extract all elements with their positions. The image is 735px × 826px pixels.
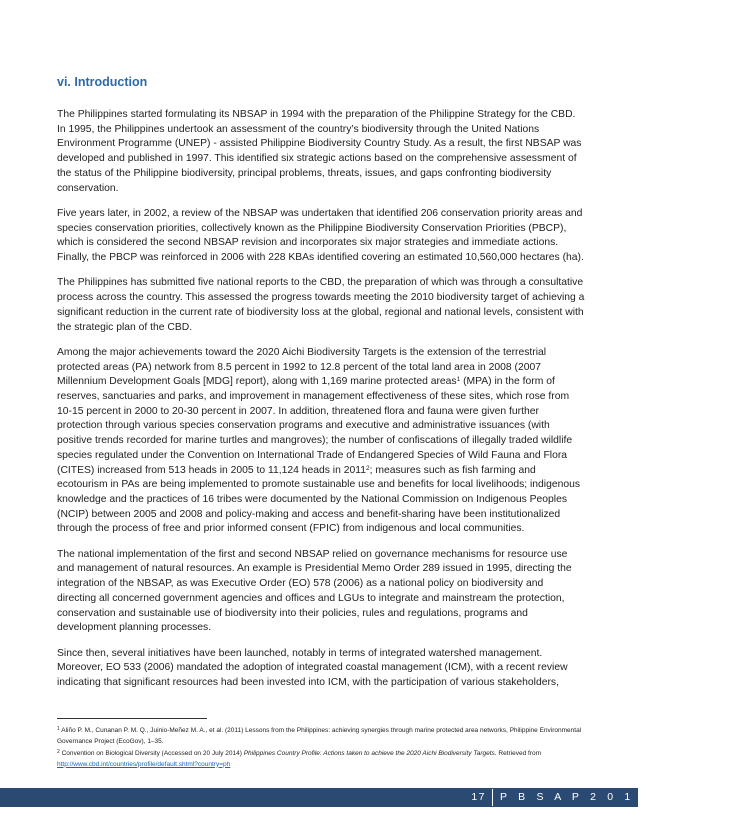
paragraph-achievements	[57, 346, 585, 537]
footnote-ref-1[interactable]: 1	[456, 376, 461, 384]
paragraph-implementation: The national implementation of the first and second NBSAP relied on governance mechanisms for resource use and management of natural resources. An example is Presidential Memo Order 289 issued in 1995, directing the integration of the NBSAP, as was Executive Order (EO) 578 (2006) as a national policy on biodiversity and directing all concerned government agencies and offices and LGUs to integrate and mainstream the protection, conservation and sustainable use of biodiversity into their policies, rules and regulations, programs and development planning processes.	[57, 548, 572, 634]
footnote-1	[57, 726, 602, 747]
footer-bar	[0, 788, 735, 807]
paragraph-history: The Philippines started formulating its NBSAP in 1994 with the preparation of the Philippine Strategy for the CBD. In 1995, the Philippines undertook an assessment of the country’s biodiversity through the United Nations Environment Programme (UNEP) - assisted Philippine Biodiversity Country Study. As a result, the first NBSAP was developed and published in 1997. This identified six strategic actions based on the comprehensive assessment of the status of the Philippine biodiversity, principal problems, threats, issues, and gaps confronting biodiversity conservation.	[57, 109, 582, 194]
footnotes	[57, 726, 602, 772]
paragraph-review: Five years later, in 2002, a review of the NBSAP was undertaken that identified 206 conservation priority areas and species conservation priorities, collectively known as the Philippine Biodiversity Conservation Priorities (PBCP), which is considered the second NBSAP revision and incorporates six major strategies and immediate actions. Finally, the PBCP was reinforced in 2006 with 228 KBAs identified covering an estimated 10,560,000 hectares (ha).	[57, 207, 584, 264]
footer-doc-title: P B S A P 2 0 1 5 - 2 0 2 8	[500, 791, 735, 803]
footnote-2-link[interactable]: http://www.cbd.int/countries/profile/default.shtml?country=ph	[57, 760, 231, 768]
footnote-2-after-title: . Retrieved from	[494, 750, 542, 757]
page-number: 17	[471, 791, 486, 803]
paragraph-national-reports: The Philippines has submitted five national reports to the CBD, the preparation of which was through a consultative process across the country. This assessed the progress towards meeting the 2010 biodiversity target of achieving a significant reduction in the current rate of biodiversity loss at the global, regional and national levels, consistent with the strategic plan of the CBD.	[57, 277, 585, 333]
footnote-2-text: Convention on Biological Diversity (Accessed on 20 July 2014)	[59, 750, 244, 757]
body-text	[57, 108, 585, 701]
achievements-text-1: Among the major achievements toward the 2020 Aichi Biodiversity Targets is the extension of the terrestrial protected areas (PA) network from 8.5 percent in 1992 to 12.8 percent of the total land area in 2008 (2007 Millennium Development Goals [MDG] report), along with 1,169 marine protected areas	[57, 346, 547, 388]
footnote-ref-2[interactable]: 2	[365, 464, 370, 472]
section-heading: vi. Introduction	[57, 75, 148, 89]
footnote-1-text: Aliño P. M., Cunanan P. M. Q., Juinio-Meñez M. A., et al. (2011) Lessons from the Philippines: achieving synergies through marine protected area networks, Philippine Environmental Governance Project (EcoGov), 1–35.	[57, 727, 582, 745]
footer-separator	[492, 789, 493, 806]
footnote-2-title: Philippines Country Profile: Actions taken to achieve the 2020 Aichi Biodiversity Targets	[243, 750, 495, 757]
achievements-text-3: ; measures such as fish farming and ecotourism in PAs are being implemented to promote sustainable use and benefits for local livelihoods; indigenous knowledge and the practices of 16 tribes were documented by the National Commission on Indigenous Peoples (NCIP) between 2005 and 2008 and policy-making and access and benefit-sharing have been institutionalized through the process of free and prior informed consent (FPIC) from indigenous and local communities.	[57, 464, 581, 535]
footnote-divider	[57, 718, 207, 719]
paragraph-initiatives: Since then, several initiatives have been launched, notably in terms of integrated watershed management. Moreover, EO 533 (2006) mandated the adoption of integrated coastal management (ICM), with a recent review indicating that significant resources had been invested into ICM, with the participation of various stakeholders,	[57, 647, 568, 689]
footnote-mark-1: 1	[57, 726, 60, 732]
footnote-2	[57, 749, 602, 770]
achievements-text-2: (MPA) in the form of reserves, sanctuaries and parks, and improvement in management effectiveness of these sites, which rose from 10-15 percent in 2000 to 20-30 percent in 2007. In addition, threatened flora and fauna were given further protection through various species conservation programs and executive and administrative issuances (with positive trends recorded for marine turtles and mangroves); the number of confiscations of illegally traded wildlife species regulated under the Convention on International Trade of Endangered Species of Wild Fauna and Flora (CITES) increased from 513 heads in 2005 to 11,124 heads in 2011	[57, 376, 573, 476]
footnote-mark-2: 2	[57, 749, 60, 755]
